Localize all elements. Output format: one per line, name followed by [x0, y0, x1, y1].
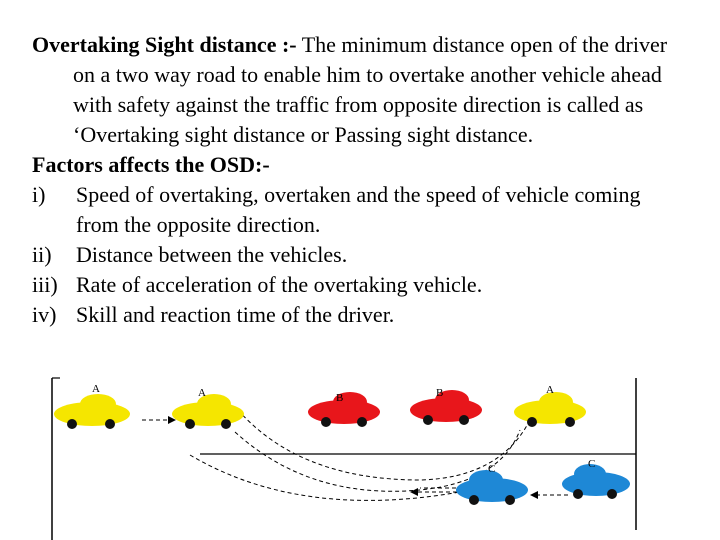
wheel	[321, 417, 331, 427]
factor-item	[32, 180, 682, 240]
factor-item	[32, 240, 682, 270]
car-roof	[469, 470, 503, 490]
overtake-path	[238, 410, 530, 480]
factor-text: Rate of acceleration of the overtaking vehicle.	[76, 272, 483, 297]
wheel	[565, 417, 575, 427]
wheel	[573, 489, 583, 499]
arrow-head	[410, 488, 418, 496]
car-roof	[539, 392, 573, 412]
factor-text: Skill and reaction time of the driver.	[76, 302, 395, 327]
wheel	[221, 419, 231, 429]
wheel	[423, 415, 433, 425]
factors-heading: Factors affects the OSD:-	[32, 152, 270, 177]
text-block	[32, 30, 682, 330]
car-c-blue	[456, 463, 528, 505]
wheel	[607, 489, 617, 499]
car-label: B	[436, 387, 444, 399]
car-label: C	[488, 463, 496, 475]
wheel	[505, 495, 515, 505]
wheel	[459, 415, 469, 425]
car-label: C	[588, 458, 596, 470]
factor-item	[32, 270, 682, 300]
overtaking-diagram	[0, 370, 720, 540]
factor-text: Distance between the vehicles.	[76, 242, 348, 267]
wheel	[469, 495, 479, 505]
opposite-path	[190, 455, 460, 500]
wheel	[105, 419, 115, 429]
wheel	[185, 419, 195, 429]
factor-number: i)	[32, 182, 46, 207]
factor-number: iv)	[32, 302, 57, 327]
arrow-head	[530, 491, 538, 499]
car-label: B	[336, 392, 344, 404]
wheel	[67, 419, 77, 429]
car-label: A	[92, 383, 100, 395]
factor-number: ii)	[32, 242, 52, 267]
car-a-yellow	[54, 383, 130, 429]
car-a-yellow	[172, 387, 244, 429]
factor-text: Speed of overtaking, overtaken and the speed of vehicle coming from the opposite direction.	[76, 182, 641, 237]
car-label: A	[546, 384, 554, 396]
definition-term: Overtaking Sight distance :-	[32, 32, 297, 57]
factor-number: iii)	[32, 272, 58, 297]
car-b-red	[308, 392, 380, 427]
car-b-red	[410, 387, 482, 425]
factor-item	[32, 300, 682, 330]
car-a-yellow	[514, 384, 586, 427]
car-roof	[80, 394, 116, 414]
car-c-blue	[562, 458, 630, 499]
wheel	[357, 417, 367, 427]
osd-definition	[32, 30, 682, 150]
car-label: A	[198, 387, 206, 399]
definition-text: The minimum distance open of the driver on a two way road to enable him to overtake another vehicle ahead with safety against the traffic from opposite direction is called as ‘Overtaking sight distance or Passing sight distance.	[73, 32, 668, 147]
wheel	[527, 417, 537, 427]
